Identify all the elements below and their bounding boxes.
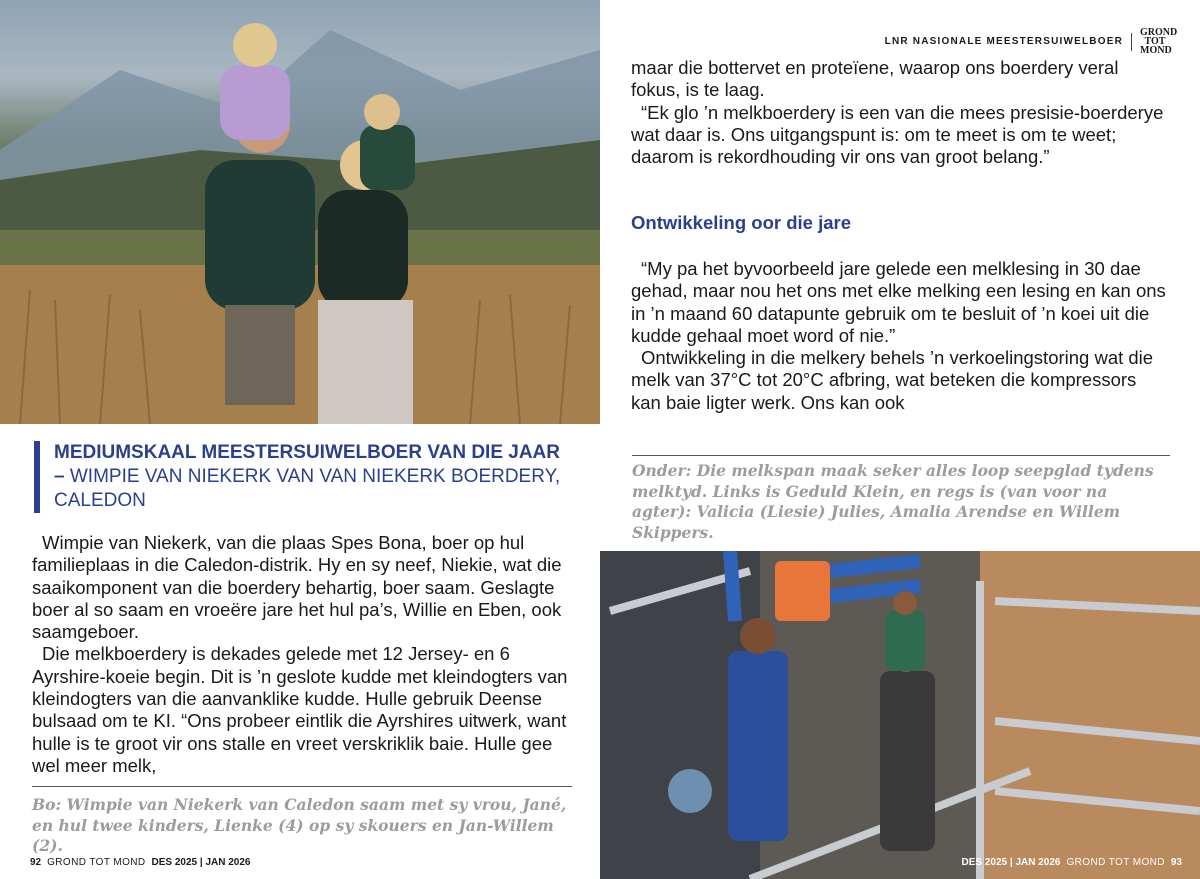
photo-caption-bottom: Onder: Die melkspan maak seker alles loop seepglad tydens melktyd. Links is Geduld Klein, en regs is (van voor na agter): Valicia (Liesie) Julies, Amalia Arendse en Willem Skippers. xyxy=(632,455,1170,543)
header-divider xyxy=(1131,33,1132,51)
paragraph: Die melkboerdery is dekades gelede met 12 Jersey- en 6 Ayrshire-koeie begin. Dit is ’n geslote kudde met kleindogters van kleindogters van die aanvanklike kudde. Hulle gebruik Deense bulsaad om te KI. “Ons probeer eintlik die Ayrshires uitwerk, want hulle is te groot vir ons stalle en vreet verskriklik baie. Hulle gee wel meer melk, xyxy=(32,643,568,776)
section-tag: LNR NASIONALE MEESTERSUIWELBOER xyxy=(884,36,1123,47)
paragraph: Ontwikkeling in die melkery behels ’n verkoelingstoring wat die melk van 37°C tot 20°C afbring, wat beteken die kompressors kan baie ligter werk. Ons kan ook xyxy=(631,347,1154,413)
page-number: 93 xyxy=(1170,857,1182,868)
family-photo-illustration xyxy=(0,0,600,424)
left-body xyxy=(32,532,572,777)
section-header xyxy=(884,27,1178,56)
issue-date: DES 2025 | JAN 2026 xyxy=(961,857,1061,868)
family-photo xyxy=(0,0,600,424)
magazine-name: GROND TOT MOND xyxy=(1066,857,1165,868)
photo-caption-top: Bo: Wimpie van Niekerk van Caledon saam met sy vrou, Jané, en hul twee kinders, Lienke (4) op sy skouers en Jan-Willem (2). xyxy=(32,786,572,857)
dairy-photo-illustration xyxy=(600,551,1200,879)
dairy-photo xyxy=(600,551,1200,879)
paragraph: “My pa het byvoorbeeld jare gelede een melklesing in 30 dae gehad, maar nou het ons met elke melking een lesing en kan ons in ’n maand 60 datapunte gebruik om te besluit of ’n koei uit die kudde gehaal moet word of nie.” xyxy=(631,258,1166,346)
paragraph: maar die bottervet en proteïene, waarop ons boerdery veral fokus, is te laag. xyxy=(631,57,1119,101)
article-headline xyxy=(34,441,574,513)
issue-date: DES 2025 | JAN 2026 xyxy=(151,857,251,868)
magazine-name: GROND TOT MOND xyxy=(47,857,146,868)
headline-rest: WIMPIE VAN NIEKERK VAN VAN NIEKERK BOERDERY, CALEDON xyxy=(54,466,561,511)
magazine-logo: GROND TOT MOND xyxy=(1140,27,1178,56)
paragraph: “Ek glo ’n melkboerdery is een van die mees presisie-boerderye wat daar is. Ons uitgangspunt is: om te meet is om te weet; daarom is rekordhouding vir ons van groot belang.” xyxy=(631,101,1164,168)
right-body-top xyxy=(631,57,1171,168)
paragraph: Wimpie van Niekerk, van die plaas Spes Bona, boer op hul familieplaas in die Caledon-distrik. Hy en sy neef, Niekie, wat die saaikomponent van die boerdery behartig, boer saam. Geslagte boer al so saam en vroeëre jare het hul pa’s, Willie en Eben, ook saamgeboer. xyxy=(32,532,562,643)
right-body-bottom xyxy=(631,258,1171,414)
headline-strong: MEDIUMSKAAL MEESTERSUIWELBOER VAN DIE JAAR – xyxy=(54,442,560,487)
footer-right xyxy=(962,857,1183,868)
footer-left xyxy=(30,857,251,868)
page-number: 92 xyxy=(30,857,42,868)
subheading: Ontwikkeling oor die jare xyxy=(631,212,851,233)
